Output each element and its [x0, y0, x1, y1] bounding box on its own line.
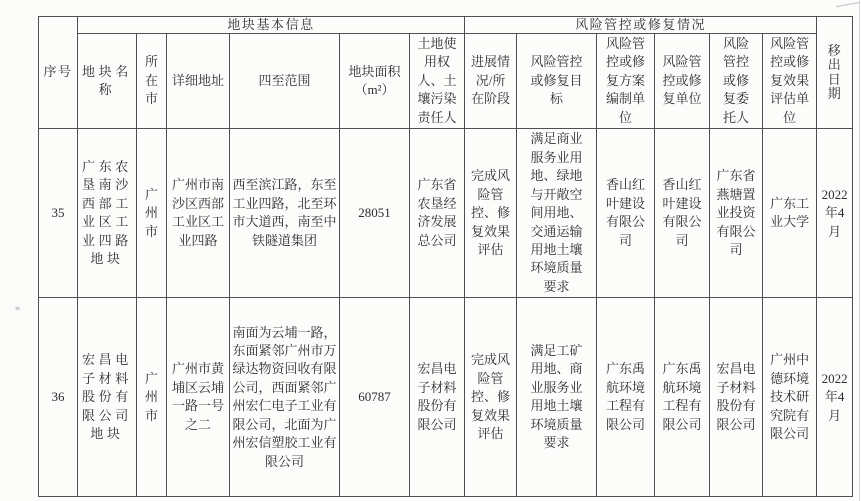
col-header-client [710, 34, 763, 129]
col-header-removal-date-label: 移出日期 [827, 43, 843, 101]
group-header-risk-control [465, 17, 817, 34]
row36-client [710, 298, 763, 497]
col-header-plan-unit-label: 风险管控或修复方案编制单位 [606, 36, 646, 125]
row35-address-value: 广州市南沙区西部工业区工业四路 [171, 177, 224, 248]
col-header-parcel-name-label: 地块名称 [82, 63, 132, 98]
row36-address [167, 298, 230, 497]
row36-owner-value: 宏昌电子材料股份有限公司 [417, 361, 457, 432]
row36-owner [410, 298, 465, 497]
row35-target [517, 129, 597, 298]
row35-remediation-unit-value: 香山红叶建设有限公司 [662, 177, 702, 248]
table-row-36 [39, 298, 853, 497]
row36-area-value: 60787 [358, 389, 391, 405]
row36-target-value: 满足工矿用地、商业服务业用地土壤环境质量要求 [530, 342, 583, 451]
row35-parcel-name-value: 广东农垦南沙西部工业区工业四路地块 [82, 158, 132, 267]
row36-plan-unit [597, 298, 655, 497]
row36-removal-date [817, 298, 853, 497]
row35-assessment-unit-value: 广东工业大学 [770, 195, 810, 230]
row36-serial [39, 298, 78, 497]
col-header-boundaries [230, 34, 340, 129]
row35-parcel-name [78, 129, 137, 298]
scan-smudge-artifact [14, 306, 21, 311]
row35-serial [39, 129, 78, 298]
row36-assessment-unit-value: 广州中德环境技术研究院有限公司 [770, 352, 810, 442]
col-header-plan-unit [597, 34, 655, 129]
row36-boundaries [230, 298, 340, 497]
row35-city [137, 129, 167, 298]
row36-client-value: 宏昌电子材料股份有限公司 [716, 361, 756, 432]
scan-page-edge-line [859, 0, 860, 501]
row35-address [167, 129, 230, 298]
parcel-table [38, 16, 853, 497]
row35-target-value: 满足商业服务业用地、绿地与开敞空间用地、交通运输用地土壤环境质量要求 [530, 131, 583, 294]
row35-owner-value: 广东省农垦经济发展总公司 [417, 177, 457, 248]
row36-target [517, 298, 597, 497]
col-header-progress-label: 进展情况/所在阶段 [471, 54, 511, 107]
row35-removal-date-value: 2022年4月 [821, 186, 848, 239]
row35-remediation-unit [655, 129, 710, 298]
row35-owner [410, 129, 465, 298]
col-header-owner [410, 34, 465, 129]
row36-assessment-unit [763, 298, 817, 497]
row35-plan-unit-value: 香山红叶建设有限公司 [606, 177, 646, 248]
row36-plan-unit-value: 广东禹航环境工程有限公司 [606, 361, 646, 432]
row36-boundaries-value: 南面为云埔一路，东面紧邻广州市万绿达物资回收有限公司，西面紧邻广州宏仁电子工业有限公司，北面为广州宏信塑胶工业有限公司 [232, 324, 337, 469]
row35-progress [465, 129, 517, 298]
row36-remediation-unit [655, 298, 710, 497]
row36-area [340, 298, 410, 497]
row35-boundaries-value: 西至滨江路，东至工业四路，北至环市大道西，南至中铁隧道集团 [232, 177, 337, 248]
col-header-area [340, 34, 410, 129]
col-header-serial [39, 17, 78, 129]
col-header-client-label: 风险管控或修复委托人 [723, 36, 750, 125]
col-header-remediation-unit-label: 风险管控或修复单位 [662, 54, 702, 107]
col-header-target-label: 风险管控或修复目标 [530, 54, 583, 107]
col-header-progress [465, 34, 517, 129]
row36-progress-value: 完成风险管控、修复效果评估 [471, 352, 511, 442]
row35-removal-date [817, 129, 853, 298]
col-header-serial-label: 序号 [43, 64, 73, 80]
col-header-assessment-unit-label: 风险管控或修复效果评估单位 [770, 36, 810, 125]
row36-parcel-name [78, 298, 137, 497]
row36-address-value: 广州市黄埔区云埔一路一号之二 [171, 361, 224, 432]
col-header-city-label: 所在市 [144, 54, 158, 107]
row36-city [137, 298, 167, 497]
row36-serial-value: 36 [51, 389, 65, 405]
col-header-parcel-name [78, 34, 137, 129]
row36-parcel-name-value: 宏昌电子材料股份有限公司地块 [82, 352, 132, 442]
col-header-address-label: 详细地址 [171, 72, 224, 88]
col-header-assessment-unit [763, 34, 817, 129]
group-header-basic-info-label: 地块基本信息 [227, 16, 315, 32]
row36-removal-date-value: 2022年4月 [821, 370, 848, 423]
col-header-owner-label: 土地使用权人、土壤污染责任人 [417, 36, 457, 125]
col-header-boundaries-label: 四至范围 [258, 72, 311, 88]
row35-serial-value: 35 [51, 205, 65, 221]
row35-client [710, 129, 763, 298]
group-header-basic-info [78, 17, 465, 34]
row35-client-value: 广东省燕塘置业投资有限公司 [716, 168, 756, 257]
scan-scratch-artifact [836, 2, 860, 7]
row36-progress [465, 298, 517, 497]
group-header-risk-control-label: 风险管控或修复情况 [575, 16, 707, 32]
row35-plan-unit [597, 129, 655, 298]
table-row-35 [39, 129, 853, 298]
col-header-address [167, 34, 230, 129]
row35-boundaries [230, 129, 340, 298]
row35-city-value: 广州市 [144, 186, 158, 239]
col-header-target [517, 34, 597, 129]
row35-assessment-unit [763, 129, 817, 298]
col-header-city [137, 34, 167, 129]
col-header-removal-date [817, 17, 853, 129]
row36-city-value: 广州市 [144, 370, 158, 423]
row35-area [340, 129, 410, 298]
col-header-remediation-unit [655, 34, 710, 129]
col-header-area-label: 地块面积（m²） [348, 63, 401, 98]
row35-area-value: 28051 [358, 205, 391, 221]
row35-progress-value: 完成风险管控、修复效果评估 [471, 168, 511, 257]
row36-remediation-unit-value: 广东禹航环境工程有限公司 [662, 361, 702, 432]
